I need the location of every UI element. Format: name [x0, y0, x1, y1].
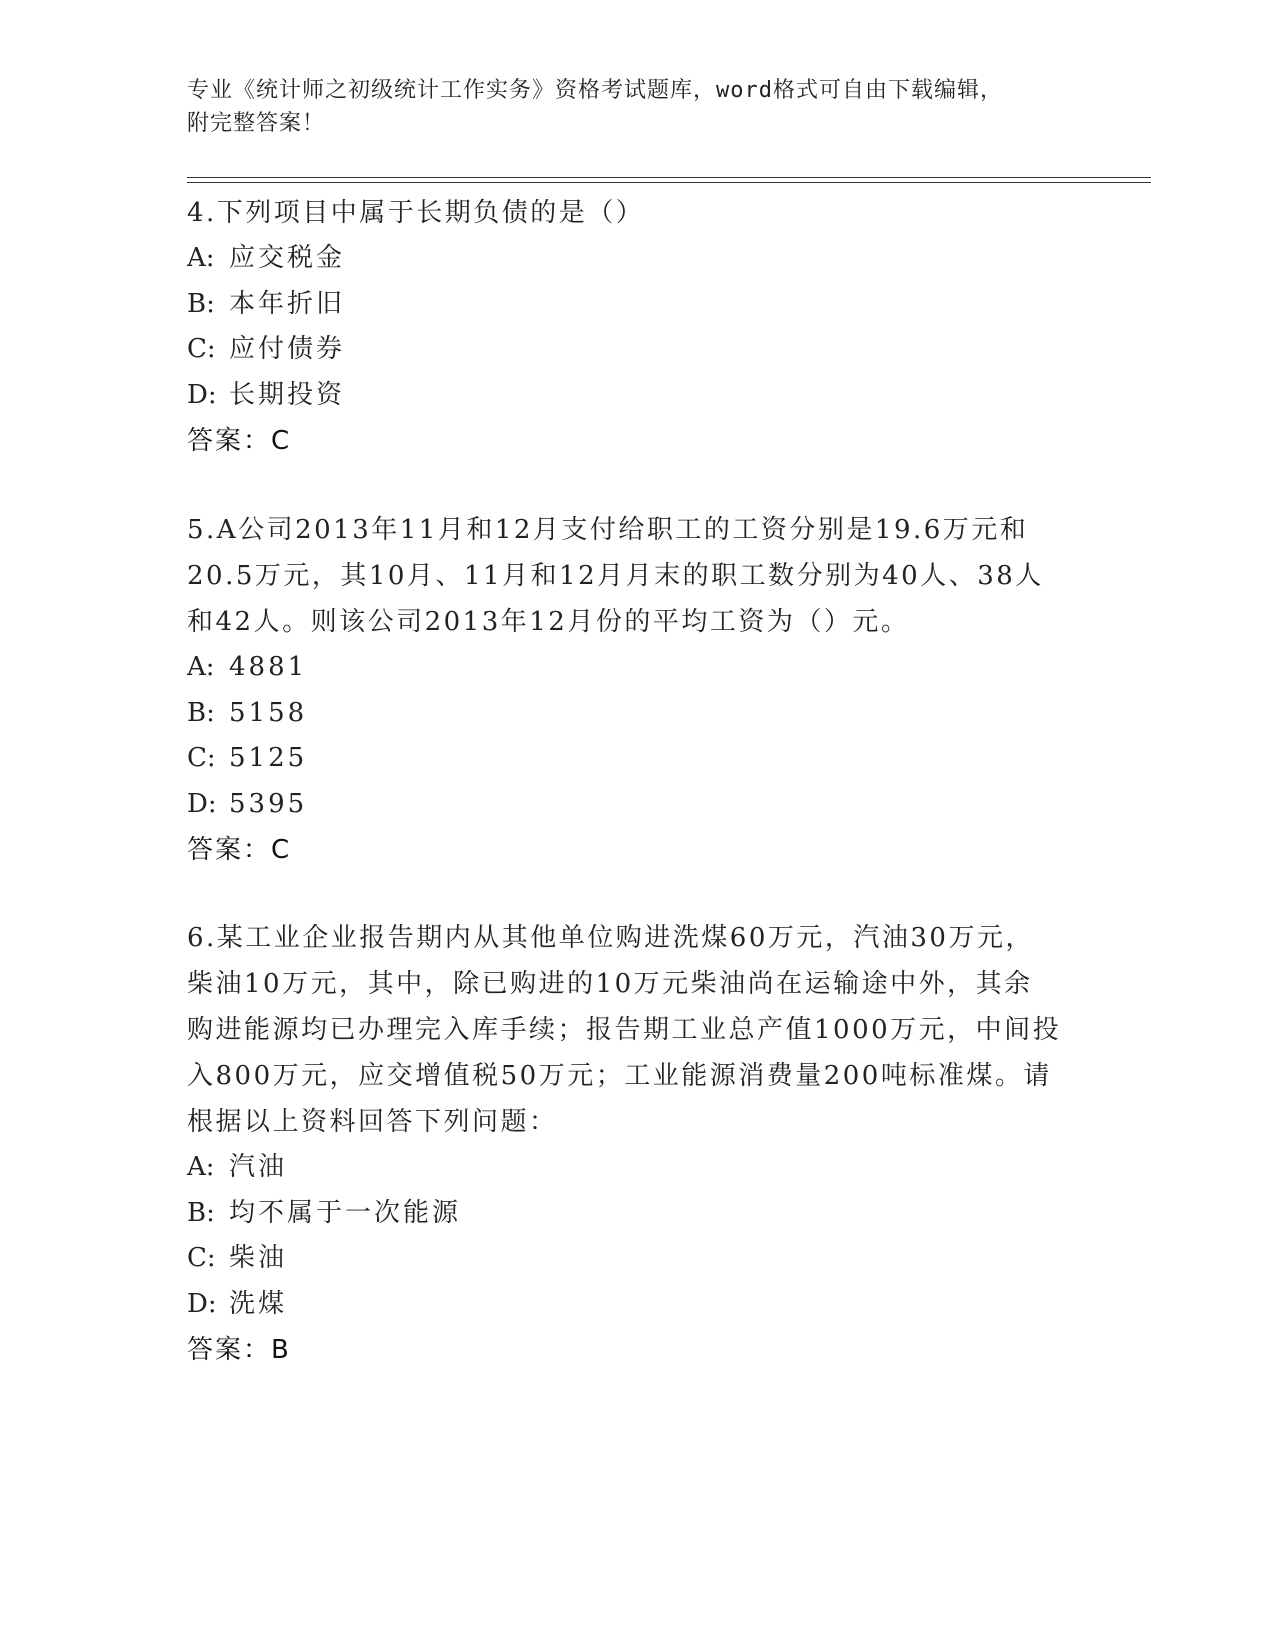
document-header — [187, 74, 1067, 140]
option-letter: C: — [187, 743, 216, 773]
option-letter: C: — [187, 334, 216, 364]
header-divider-top — [187, 177, 1151, 178]
option-c — [187, 736, 1044, 782]
question-stem — [187, 915, 1061, 1145]
option-letter: A: — [187, 1152, 215, 1182]
question-stem — [187, 190, 644, 236]
option-text: 应付债券 — [229, 334, 346, 364]
option-text: 5158 — [229, 697, 308, 728]
option-text: 应交税金 — [229, 243, 346, 273]
option-text: 本年折旧 — [229, 288, 346, 319]
option-letter: D: — [187, 1288, 217, 1319]
question-stem-line: 4.下列项目中属于长期负债的是（） — [187, 198, 645, 228]
option-text: 柴油 — [229, 1243, 288, 1273]
option-letter: D: — [187, 379, 217, 410]
option-a — [187, 236, 644, 282]
option-b — [187, 282, 644, 328]
option-text: 洗煤 — [229, 1288, 288, 1319]
option-b — [187, 1191, 1061, 1237]
option-text: 均不属于一次能源 — [229, 1197, 462, 1228]
option-text: 汽油 — [229, 1152, 288, 1182]
option-letter: C: — [187, 1243, 216, 1273]
question-6 — [187, 915, 1061, 1373]
option-letter: D: — [187, 788, 217, 819]
answer-label: 答案：B — [187, 1335, 291, 1365]
answer-label: 答案：C — [187, 835, 292, 865]
option-d — [187, 1282, 1061, 1328]
question-stem-line: 6.某工业企业报告期内从其他单位购进洗煤60万元，汽油30万元， — [187, 923, 1034, 953]
option-letter: A: — [187, 243, 215, 273]
answer-label: 答案：C — [187, 426, 292, 456]
header-line-2: 附完整答案！ — [187, 111, 326, 136]
option-b — [187, 691, 1044, 737]
option-text: 5395 — [229, 788, 308, 819]
header-line-1: 专业《统计师之初级统计工作实务》资格考试题库，word格式可自由下载编辑， — [187, 78, 1003, 103]
option-text: 5125 — [229, 743, 308, 773]
option-letter: B: — [187, 697, 215, 728]
option-a — [187, 1145, 1061, 1191]
question-stem-line: 购进能源均已办理完入库手续；报告期工业总产值1000万元，中间投 — [187, 1015, 1062, 1045]
question-stem-line: 入800万元，应交增值税50万元；工业能源消费量200吨标准煤。请 — [187, 1061, 1052, 1091]
question-stem-line: 20.5万元，其10月、11月和12月月末的职工数分别为40人、38人 — [187, 561, 1044, 591]
option-text: 4881 — [229, 652, 308, 682]
option-letter: A: — [187, 652, 215, 682]
question-4 — [187, 190, 644, 464]
question-stem-line: 和42人。则该公司2013年12月份的平均工资为（）元。 — [187, 607, 910, 637]
question-stem-line: 柴油10万元，其中，除已购进的10万元柴油尚在运输途中外，其余 — [187, 969, 1033, 999]
question-stem — [187, 507, 1044, 645]
option-letter: B: — [187, 1197, 215, 1228]
question-stem-line: 5.A公司2013年11月和12月支付给职工的工资分别是19.6万元和 — [187, 515, 1029, 545]
option-letter: B: — [187, 288, 215, 319]
option-d — [187, 373, 644, 419]
header-divider-bottom — [187, 182, 1151, 183]
option-c — [187, 327, 644, 373]
question-stem-line: 根据以上资料回答下列问题： — [187, 1107, 558, 1137]
option-c — [187, 1236, 1061, 1282]
question-5 — [187, 507, 1044, 873]
option-d — [187, 782, 1044, 828]
option-text: 长期投资 — [229, 379, 346, 410]
option-a — [187, 645, 1044, 691]
